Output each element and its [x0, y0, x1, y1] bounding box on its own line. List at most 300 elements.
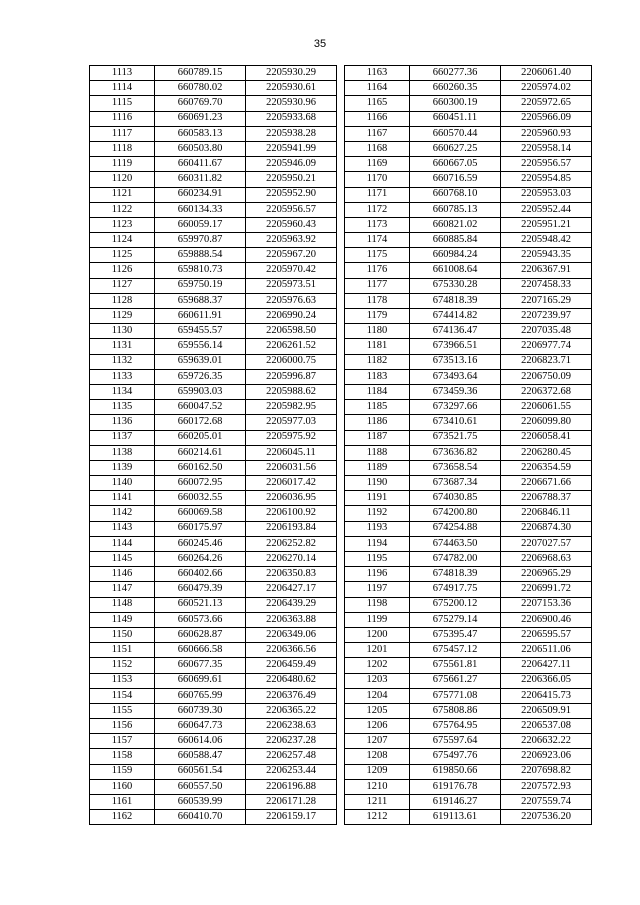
- table-row: [345, 764, 592, 779]
- table-row: [90, 460, 337, 475]
- y-coordinate-cell: 2205951.21: [501, 217, 592, 232]
- table-row: [345, 324, 592, 339]
- point-number-cell: 1131: [90, 339, 155, 354]
- point-number-cell: 1203: [345, 673, 410, 688]
- table-row: [345, 506, 592, 521]
- x-coordinate-cell: 660205.01: [155, 430, 246, 445]
- x-coordinate-cell: 660588.47: [155, 749, 246, 764]
- table-row: [345, 597, 592, 612]
- table-row: [90, 81, 337, 96]
- y-coordinate-cell: 2206257.48: [246, 749, 337, 764]
- point-number-cell: 1122: [90, 202, 155, 217]
- table-row: [345, 627, 592, 642]
- point-number-cell: 1141: [90, 491, 155, 506]
- y-coordinate-cell: 2206367.91: [501, 263, 592, 278]
- x-coordinate-cell: 660264.26: [155, 552, 246, 567]
- y-coordinate-cell: 2206237.28: [246, 734, 337, 749]
- table-row: [90, 582, 337, 597]
- point-number-cell: 1210: [345, 779, 410, 794]
- y-coordinate-cell: 2206261.52: [246, 339, 337, 354]
- point-number-cell: 1193: [345, 521, 410, 536]
- point-number-cell: 1201: [345, 643, 410, 658]
- table-row: [90, 263, 337, 278]
- y-coordinate-cell: 2206480.62: [246, 673, 337, 688]
- table-row: [345, 309, 592, 324]
- point-number-cell: 1142: [90, 506, 155, 521]
- table-row: [90, 445, 337, 460]
- y-coordinate-cell: 2207536.20: [501, 810, 592, 825]
- y-coordinate-cell: 2206100.92: [246, 506, 337, 521]
- y-coordinate-cell: 2205952.90: [246, 187, 337, 202]
- table-row: [90, 749, 337, 764]
- x-coordinate-cell: 660503.80: [155, 141, 246, 156]
- x-coordinate-cell: 673521.75: [410, 430, 501, 445]
- point-number-cell: 1146: [90, 567, 155, 582]
- x-coordinate-cell: 660780.02: [155, 81, 246, 96]
- table-row: [90, 66, 337, 81]
- x-coordinate-cell: 660666.58: [155, 643, 246, 658]
- table-row: [345, 749, 592, 764]
- y-coordinate-cell: 2207698.82: [501, 764, 592, 779]
- x-coordinate-cell: 659688.37: [155, 293, 246, 308]
- point-number-cell: 1145: [90, 552, 155, 567]
- table-row: [90, 734, 337, 749]
- point-number-cell: 1178: [345, 293, 410, 308]
- point-number-cell: 1190: [345, 476, 410, 491]
- y-coordinate-cell: 2206965.29: [501, 567, 592, 582]
- page-number: 35: [313, 38, 327, 50]
- table-row: [345, 810, 592, 825]
- table-row: [90, 491, 337, 506]
- table-row: [90, 248, 337, 263]
- table-row: [90, 172, 337, 187]
- table-row: [345, 795, 592, 810]
- table-row: [345, 384, 592, 399]
- point-number-cell: 1202: [345, 658, 410, 673]
- y-coordinate-cell: 2205948.42: [501, 233, 592, 248]
- table-row: [90, 187, 337, 202]
- y-coordinate-cell: 2206238.63: [246, 719, 337, 734]
- table-row: [90, 627, 337, 642]
- table-row: [345, 476, 592, 491]
- table-row: [90, 476, 337, 491]
- point-number-cell: 1117: [90, 126, 155, 141]
- x-coordinate-cell: 660234.91: [155, 187, 246, 202]
- table-row: [345, 536, 592, 551]
- x-coordinate-cell: 675200.12: [410, 597, 501, 612]
- y-coordinate-cell: 2206788.37: [501, 491, 592, 506]
- table-row: [345, 157, 592, 172]
- point-number-cell: 1182: [345, 354, 410, 369]
- point-number-cell: 1139: [90, 460, 155, 475]
- x-coordinate-cell: 660677.35: [155, 658, 246, 673]
- point-number-cell: 1192: [345, 506, 410, 521]
- coordinates-table-right: [344, 65, 592, 825]
- y-coordinate-cell: 2206511.06: [501, 643, 592, 658]
- table-row: [90, 354, 337, 369]
- x-coordinate-cell: 660059.17: [155, 217, 246, 232]
- x-coordinate-cell: 673459.36: [410, 384, 501, 399]
- y-coordinate-cell: 2206349.06: [246, 627, 337, 642]
- y-coordinate-cell: 2206874.30: [501, 521, 592, 536]
- x-coordinate-cell: 674818.39: [410, 567, 501, 582]
- y-coordinate-cell: 2206253.44: [246, 764, 337, 779]
- x-coordinate-cell: 660561.54: [155, 764, 246, 779]
- y-coordinate-cell: 2206099.80: [501, 415, 592, 430]
- point-number-cell: 1173: [345, 217, 410, 232]
- table-row: [345, 263, 592, 278]
- point-number-cell: 1147: [90, 582, 155, 597]
- table-row: [345, 582, 592, 597]
- y-coordinate-cell: 2206632.22: [501, 734, 592, 749]
- point-number-cell: 1113: [90, 66, 155, 81]
- table-row: [90, 673, 337, 688]
- table-row: [90, 643, 337, 658]
- y-coordinate-cell: 2206196.88: [246, 779, 337, 794]
- point-number-cell: 1161: [90, 795, 155, 810]
- table-row: [90, 339, 337, 354]
- table-row: [345, 430, 592, 445]
- point-number-cell: 1121: [90, 187, 155, 202]
- point-number-cell: 1150: [90, 627, 155, 642]
- table-row: [90, 521, 337, 536]
- y-coordinate-cell: 2205954.85: [501, 172, 592, 187]
- y-coordinate-cell: 2206036.95: [246, 491, 337, 506]
- point-number-cell: 1166: [345, 111, 410, 126]
- x-coordinate-cell: 660699.61: [155, 673, 246, 688]
- x-coordinate-cell: 673513.16: [410, 354, 501, 369]
- y-coordinate-cell: 2206595.57: [501, 627, 592, 642]
- table-row: [345, 491, 592, 506]
- table-row: [90, 506, 337, 521]
- y-coordinate-cell: 2206058.41: [501, 430, 592, 445]
- table-row: [90, 233, 337, 248]
- table-row: [90, 278, 337, 293]
- table-row: [345, 734, 592, 749]
- point-number-cell: 1179: [345, 309, 410, 324]
- y-coordinate-cell: 2205930.29: [246, 66, 337, 81]
- x-coordinate-cell: 675330.28: [410, 278, 501, 293]
- coordinates-table-left: [89, 65, 337, 825]
- x-coordinate-cell: 660614.06: [155, 734, 246, 749]
- y-coordinate-cell: 2206427.11: [501, 658, 592, 673]
- table-row: [345, 658, 592, 673]
- y-coordinate-cell: 2207165.29: [501, 293, 592, 308]
- point-number-cell: 1167: [345, 126, 410, 141]
- y-coordinate-cell: 2206350.83: [246, 567, 337, 582]
- y-coordinate-cell: 2206365.22: [246, 703, 337, 718]
- point-number-cell: 1115: [90, 96, 155, 111]
- table-row: [90, 309, 337, 324]
- point-number-cell: 1200: [345, 627, 410, 642]
- point-number-cell: 1180: [345, 324, 410, 339]
- x-coordinate-cell: 660402.66: [155, 567, 246, 582]
- point-number-cell: 1165: [345, 96, 410, 111]
- point-number-cell: 1133: [90, 369, 155, 384]
- table-row: [345, 567, 592, 582]
- x-coordinate-cell: 660410.70: [155, 810, 246, 825]
- x-coordinate-cell: 675764.95: [410, 719, 501, 734]
- table-row: [345, 339, 592, 354]
- y-coordinate-cell: 2207027.57: [501, 536, 592, 551]
- point-number-cell: 1168: [345, 141, 410, 156]
- x-coordinate-cell: 674136.47: [410, 324, 501, 339]
- point-number-cell: 1114: [90, 81, 155, 96]
- x-coordinate-cell: 673493.64: [410, 369, 501, 384]
- table-row: [345, 66, 592, 81]
- y-coordinate-cell: 2205977.03: [246, 415, 337, 430]
- y-coordinate-cell: 2205938.28: [246, 126, 337, 141]
- x-coordinate-cell: 660134.33: [155, 202, 246, 217]
- table-row: [345, 278, 592, 293]
- x-coordinate-cell: 660691.23: [155, 111, 246, 126]
- point-number-cell: 1134: [90, 384, 155, 399]
- table-row: [345, 688, 592, 703]
- x-coordinate-cell: 660479.39: [155, 582, 246, 597]
- point-number-cell: 1170: [345, 172, 410, 187]
- x-coordinate-cell: 660072.95: [155, 476, 246, 491]
- table-row: [345, 217, 592, 232]
- point-number-cell: 1148: [90, 597, 155, 612]
- y-coordinate-cell: 2205982.95: [246, 400, 337, 415]
- x-coordinate-cell: 661008.64: [410, 263, 501, 278]
- point-number-cell: 1195: [345, 552, 410, 567]
- x-coordinate-cell: 660311.82: [155, 172, 246, 187]
- table-row: [90, 96, 337, 111]
- x-coordinate-cell: 674818.39: [410, 293, 501, 308]
- point-number-cell: 1211: [345, 795, 410, 810]
- table-row: [345, 248, 592, 263]
- x-coordinate-cell: 660628.87: [155, 627, 246, 642]
- y-coordinate-cell: 2207153.36: [501, 597, 592, 612]
- point-number-cell: 1184: [345, 384, 410, 399]
- y-coordinate-cell: 2206376.49: [246, 688, 337, 703]
- y-coordinate-cell: 2205976.63: [246, 293, 337, 308]
- x-coordinate-cell: 660785.13: [410, 202, 501, 217]
- point-number-cell: 1126: [90, 263, 155, 278]
- point-number-cell: 1151: [90, 643, 155, 658]
- y-coordinate-cell: 2205967.20: [246, 248, 337, 263]
- x-coordinate-cell: 660069.58: [155, 506, 246, 521]
- y-coordinate-cell: 2207239.97: [501, 309, 592, 324]
- y-coordinate-cell: 2206061.55: [501, 400, 592, 415]
- x-coordinate-cell: 619146.27: [410, 795, 501, 810]
- point-number-cell: 1159: [90, 764, 155, 779]
- x-coordinate-cell: 660451.11: [410, 111, 501, 126]
- table-row: [345, 96, 592, 111]
- table-row: [90, 552, 337, 567]
- x-coordinate-cell: 659810.73: [155, 263, 246, 278]
- point-number-cell: 1153: [90, 673, 155, 688]
- table-row: [345, 126, 592, 141]
- point-number-cell: 1132: [90, 354, 155, 369]
- point-number-cell: 1198: [345, 597, 410, 612]
- y-coordinate-cell: 2206991.72: [501, 582, 592, 597]
- table-row: [90, 400, 337, 415]
- point-number-cell: 1157: [90, 734, 155, 749]
- table-row: [90, 703, 337, 718]
- x-coordinate-cell: 659556.14: [155, 339, 246, 354]
- x-coordinate-cell: 660175.97: [155, 521, 246, 536]
- point-number-cell: 1144: [90, 536, 155, 551]
- point-number-cell: 1118: [90, 141, 155, 156]
- y-coordinate-cell: 2205930.61: [246, 81, 337, 96]
- x-coordinate-cell: 660667.05: [410, 157, 501, 172]
- x-coordinate-cell: 660768.10: [410, 187, 501, 202]
- point-number-cell: 1185: [345, 400, 410, 415]
- point-number-cell: 1204: [345, 688, 410, 703]
- table-row: [90, 369, 337, 384]
- x-coordinate-cell: 674782.00: [410, 552, 501, 567]
- point-number-cell: 1181: [345, 339, 410, 354]
- point-number-cell: 1174: [345, 233, 410, 248]
- y-coordinate-cell: 2206045.11: [246, 445, 337, 460]
- y-coordinate-cell: 2206439.29: [246, 597, 337, 612]
- table-row: [345, 779, 592, 794]
- y-coordinate-cell: 2205972.65: [501, 96, 592, 111]
- x-coordinate-cell: 675771.08: [410, 688, 501, 703]
- table-row: [345, 202, 592, 217]
- table-row: [90, 126, 337, 141]
- y-coordinate-cell: 2206372.68: [501, 384, 592, 399]
- x-coordinate-cell: 659750.19: [155, 278, 246, 293]
- y-coordinate-cell: 2206159.17: [246, 810, 337, 825]
- table-row: [345, 81, 592, 96]
- table-row: [345, 415, 592, 430]
- table-row: [90, 597, 337, 612]
- x-coordinate-cell: 660789.15: [155, 66, 246, 81]
- x-coordinate-cell: 660570.44: [410, 126, 501, 141]
- x-coordinate-cell: 659726.35: [155, 369, 246, 384]
- table-row: [345, 172, 592, 187]
- point-number-cell: 1191: [345, 491, 410, 506]
- table-row: [90, 536, 337, 551]
- point-number-cell: 1171: [345, 187, 410, 202]
- table-row: [90, 810, 337, 825]
- x-coordinate-cell: 619850.66: [410, 764, 501, 779]
- point-number-cell: 1205: [345, 703, 410, 718]
- x-coordinate-cell: 675561.81: [410, 658, 501, 673]
- table-row: [90, 324, 337, 339]
- x-coordinate-cell: 660047.52: [155, 400, 246, 415]
- x-coordinate-cell: 660172.68: [155, 415, 246, 430]
- y-coordinate-cell: 2206427.17: [246, 582, 337, 597]
- x-coordinate-cell: 660716.59: [410, 172, 501, 187]
- table-row: [90, 567, 337, 582]
- table-row: [90, 384, 337, 399]
- table-row: [90, 217, 337, 232]
- point-number-cell: 1207: [345, 734, 410, 749]
- x-coordinate-cell: 660245.46: [155, 536, 246, 551]
- y-coordinate-cell: 2206252.82: [246, 536, 337, 551]
- y-coordinate-cell: 2205975.92: [246, 430, 337, 445]
- y-coordinate-cell: 2205943.35: [501, 248, 592, 263]
- y-coordinate-cell: 2205970.42: [246, 263, 337, 278]
- x-coordinate-cell: 659455.57: [155, 324, 246, 339]
- point-number-cell: 1187: [345, 430, 410, 445]
- table-row: [345, 354, 592, 369]
- table-row: [345, 141, 592, 156]
- x-coordinate-cell: 673297.66: [410, 400, 501, 415]
- point-number-cell: 1138: [90, 445, 155, 460]
- point-number-cell: 1196: [345, 567, 410, 582]
- x-coordinate-cell: 660539.99: [155, 795, 246, 810]
- point-number-cell: 1162: [90, 810, 155, 825]
- y-coordinate-cell: 2206366.56: [246, 643, 337, 658]
- y-coordinate-cell: 2206598.50: [246, 324, 337, 339]
- y-coordinate-cell: 2206923.06: [501, 749, 592, 764]
- point-number-cell: 1208: [345, 749, 410, 764]
- x-coordinate-cell: 660647.73: [155, 719, 246, 734]
- y-coordinate-cell: 2205960.93: [501, 126, 592, 141]
- y-coordinate-cell: 2206031.56: [246, 460, 337, 475]
- x-coordinate-cell: 660583.13: [155, 126, 246, 141]
- x-coordinate-cell: 660557.50: [155, 779, 246, 794]
- x-coordinate-cell: 660162.50: [155, 460, 246, 475]
- y-coordinate-cell: 2206366.05: [501, 673, 592, 688]
- y-coordinate-cell: 2206017.42: [246, 476, 337, 491]
- point-number-cell: 1129: [90, 309, 155, 324]
- y-coordinate-cell: 2205953.03: [501, 187, 592, 202]
- y-coordinate-cell: 2205950.21: [246, 172, 337, 187]
- table-row: [90, 688, 337, 703]
- x-coordinate-cell: 675395.47: [410, 627, 501, 642]
- y-coordinate-cell: 2206193.84: [246, 521, 337, 536]
- y-coordinate-cell: 2205966.09: [501, 111, 592, 126]
- table-row: [90, 719, 337, 734]
- table-row: [90, 779, 337, 794]
- x-coordinate-cell: 675457.12: [410, 643, 501, 658]
- point-number-cell: 1152: [90, 658, 155, 673]
- point-number-cell: 1206: [345, 719, 410, 734]
- x-coordinate-cell: 674030.85: [410, 491, 501, 506]
- y-coordinate-cell: 2207458.33: [501, 278, 592, 293]
- point-number-cell: 1186: [345, 415, 410, 430]
- y-coordinate-cell: 2205946.09: [246, 157, 337, 172]
- x-coordinate-cell: 675597.64: [410, 734, 501, 749]
- table-row: [345, 111, 592, 126]
- y-coordinate-cell: 2205930.96: [246, 96, 337, 111]
- y-coordinate-cell: 2205958.14: [501, 141, 592, 156]
- x-coordinate-cell: 674200.80: [410, 506, 501, 521]
- x-coordinate-cell: 660277.36: [410, 66, 501, 81]
- point-number-cell: 1194: [345, 536, 410, 551]
- y-coordinate-cell: 2206280.45: [501, 445, 592, 460]
- x-coordinate-cell: 675497.76: [410, 749, 501, 764]
- x-coordinate-cell: 660885.84: [410, 233, 501, 248]
- table-row: [345, 233, 592, 248]
- y-coordinate-cell: 2206363.88: [246, 612, 337, 627]
- point-number-cell: 1176: [345, 263, 410, 278]
- y-coordinate-cell: 2206171.28: [246, 795, 337, 810]
- y-coordinate-cell: 2205988.62: [246, 384, 337, 399]
- x-coordinate-cell: 673410.61: [410, 415, 501, 430]
- point-number-cell: 1143: [90, 521, 155, 536]
- y-coordinate-cell: 2206823.71: [501, 354, 592, 369]
- x-coordinate-cell: 673687.34: [410, 476, 501, 491]
- table-row: [90, 202, 337, 217]
- x-coordinate-cell: 660765.99: [155, 688, 246, 703]
- table-row: [345, 703, 592, 718]
- point-number-cell: 1120: [90, 172, 155, 187]
- y-coordinate-cell: 2207572.93: [501, 779, 592, 794]
- x-coordinate-cell: 674917.75: [410, 582, 501, 597]
- x-coordinate-cell: 673658.54: [410, 460, 501, 475]
- table-row: [90, 157, 337, 172]
- y-coordinate-cell: 2205933.68: [246, 111, 337, 126]
- x-coordinate-cell: 660573.66: [155, 612, 246, 627]
- x-coordinate-cell: 660214.61: [155, 445, 246, 460]
